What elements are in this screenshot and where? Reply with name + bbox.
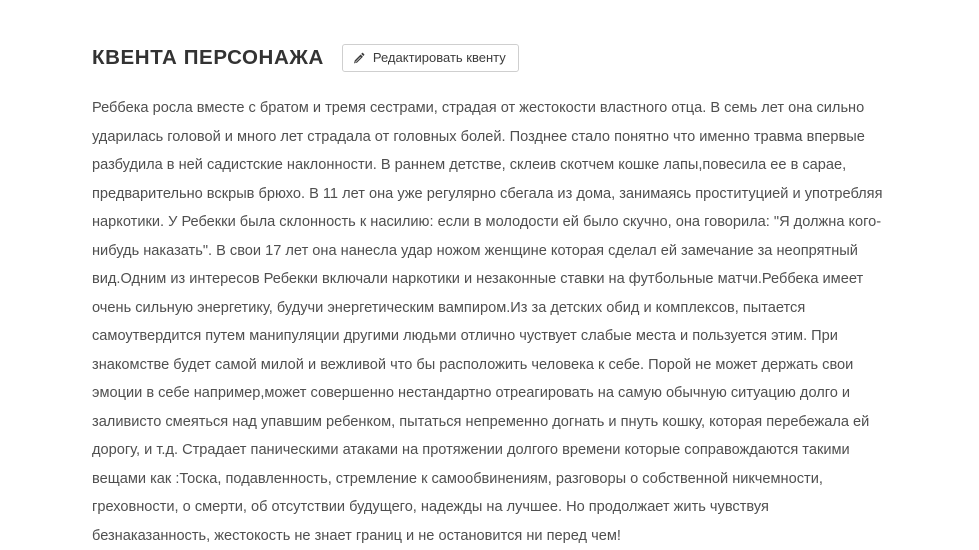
edit-backstory-button[interactable] — [342, 44, 519, 72]
pencil-icon — [353, 52, 366, 65]
edit-backstory-button-label: Редактировать квенту — [372, 50, 506, 65]
backstory-text: Реббека росла вместе с братом и тремя сестрами, страдая от жестокости властного отца. В семь лет она сильно ударилась головой и много лет страдала от головных болей. Позднее стало понятно что именно травма впервые разбудила в ней садистские наклонности. В раннем детстве, склеив скотчем кошке лапы,повесила ее в сарае, предварительно вскрыв брюхо. В 11 лет она уже регулярно сбегала из дома, занимаясь проституцией и употребляя наркотики. У Ребекки была склонность к насилию: если в молодости ей было скучно, она говорила: "Я должна кого-нибудь наказать". В свои 17 лет она нанесла удар ножом женщине которая сделал ей замечание за неопрятный вид.Одним из интересов Ребекки включали наркотики и незаконные ставки на футбольные матчи.Реббека имеет очень сильную энергетику, будучи энергетическим вампиром.Из за детских обид и комплексов, пытается самоутвердится путем манипуляции другими людьми отлично чуствует слабые места и пользуется этим. При знакомстве будет самой милой и вежливой что бы расположить человека к себе. Порой не может держать свои эмоции в себе например,может совершенно нестандартно отреагировать на самую обычную ситуацию долго и заливисто смеяться над упавшим ребенком, пытаться непременно догнать и пнуть кошку, которая перебежала ей дорогу, и т.д. Страдает паническими атаками на протяжении долгого времени которые соправождаются такими вещами как :Тоска, подавленность, стремление к самообвинениям, разговоры о собственной никчемности, греховности, о смерти, об отсутствии будущего, надежды на лучшее. Но продолжает жить чувствуя безнаказанность, жестокость не знает границ и не остановится ни перед чем! — [92, 100, 887, 544]
page-title: КВЕНТА ПЕРСОНАЖА — [92, 45, 324, 69]
section-header — [92, 44, 887, 72]
